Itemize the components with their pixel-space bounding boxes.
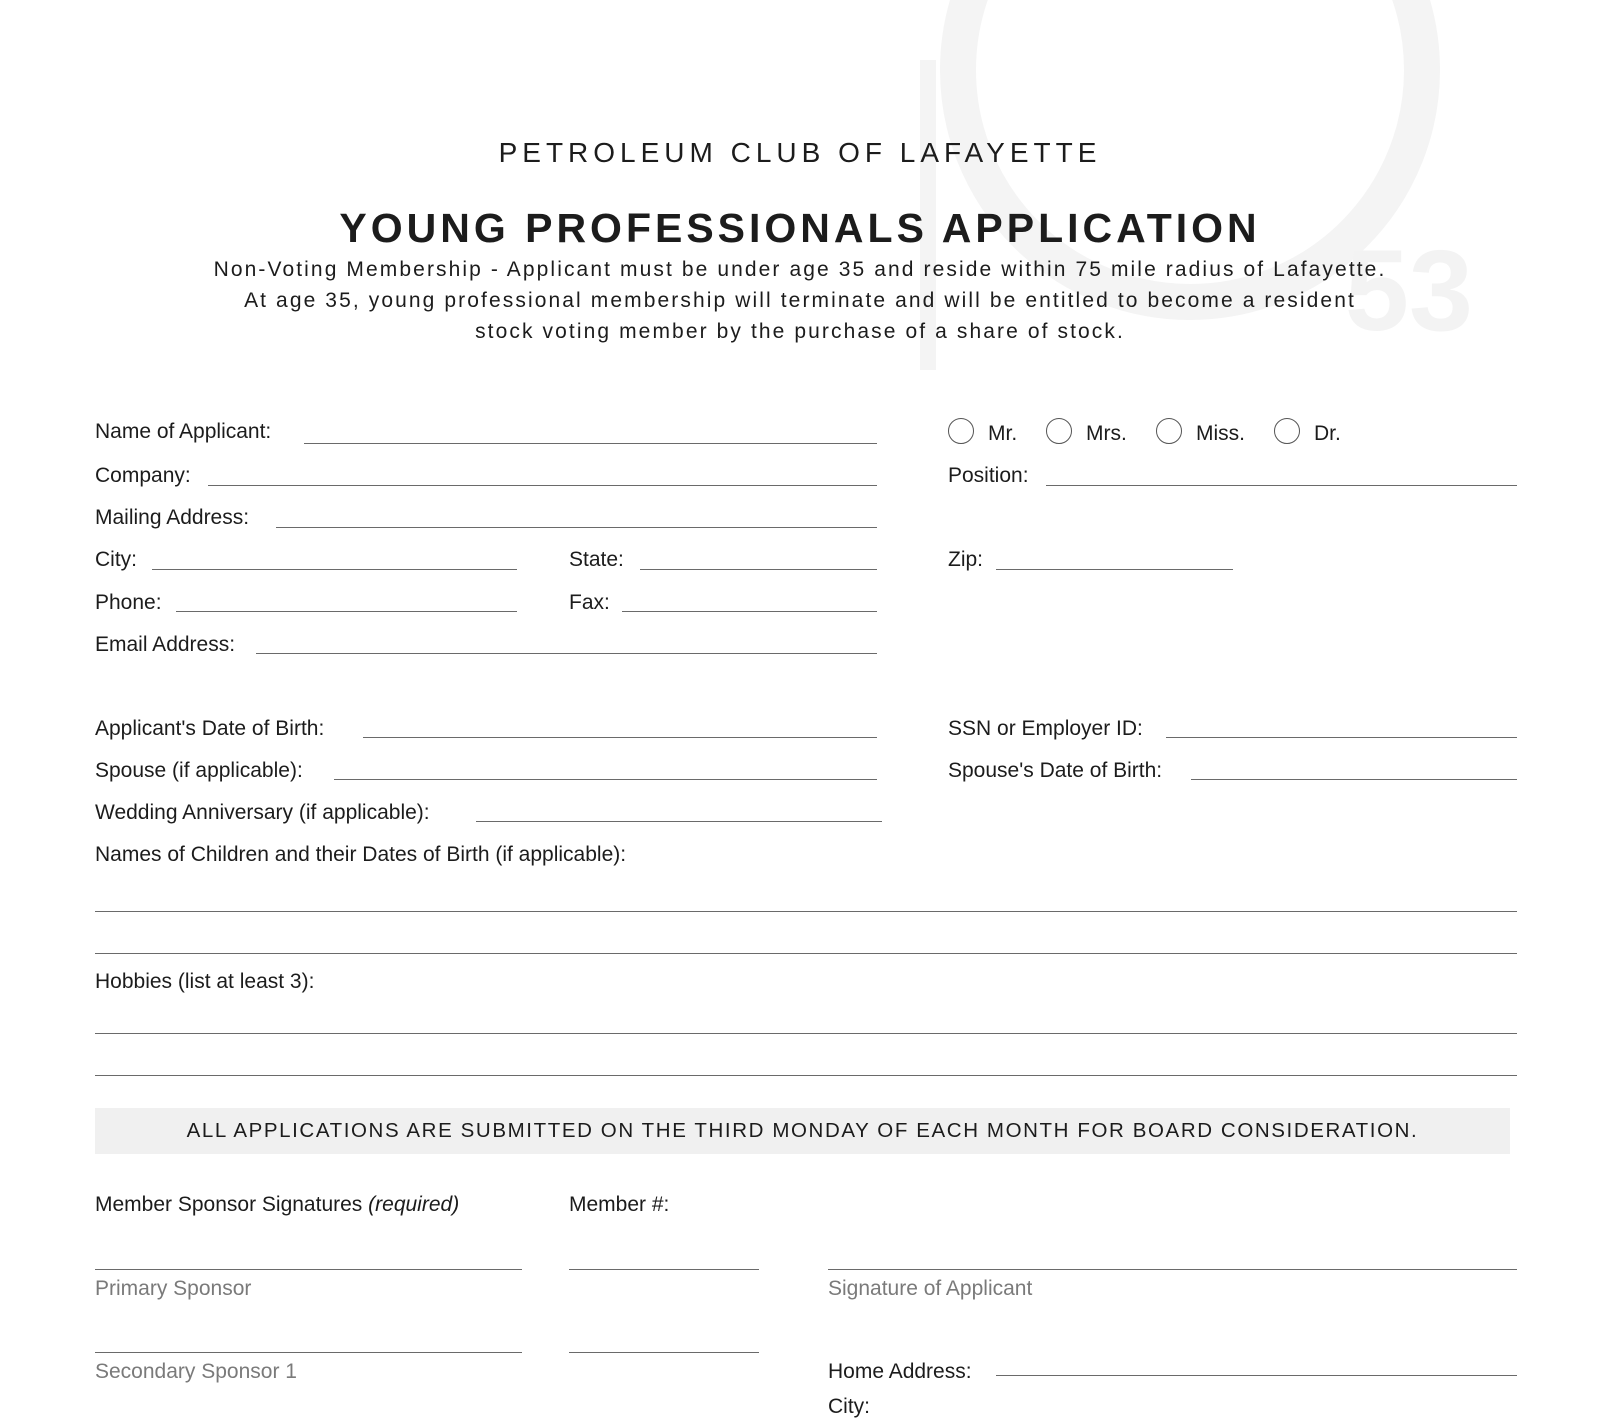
- state-field[interactable]: [640, 569, 877, 570]
- spouse-dob-field[interactable]: [1191, 779, 1517, 780]
- children-field-line-1[interactable]: [95, 911, 1517, 912]
- home-city-label: City:: [828, 1395, 870, 1418]
- secondary-sponsor-member-number-field[interactable]: [569, 1352, 759, 1353]
- primary-sponsor-label: Primary Sponsor: [95, 1277, 252, 1300]
- sponsor-heading-text: Member Sponsor Signatures: [95, 1193, 363, 1216]
- city-field[interactable]: [152, 569, 517, 570]
- title-label-mr: Mr.: [988, 422, 1018, 445]
- zip-field[interactable]: [996, 569, 1233, 570]
- applicant-signature-label: Signature of Applicant: [828, 1277, 1033, 1300]
- name-label: Name of Applicant:: [95, 420, 272, 443]
- state-label: State:: [569, 548, 624, 571]
- dob-field[interactable]: [363, 737, 877, 738]
- title-radio-mrs[interactable]: [1046, 418, 1072, 444]
- mailing-address-field[interactable]: [276, 527, 877, 528]
- member-number-label: Member #:: [569, 1193, 670, 1216]
- membership-description: [0, 254, 1600, 347]
- email-field[interactable]: [256, 653, 877, 654]
- company-field[interactable]: [208, 485, 877, 486]
- secondary-sponsor-signature-field[interactable]: [95, 1352, 522, 1353]
- home-address-label: Home Address:: [828, 1360, 972, 1383]
- description-line-2: At age 35, young professional membership will terminate and will be entitled to become a resident: [244, 289, 1356, 312]
- sponsor-required-note: (required): [368, 1193, 460, 1216]
- fax-field[interactable]: [622, 611, 877, 612]
- title-label-miss: Miss.: [1196, 422, 1245, 445]
- position-field[interactable]: [1046, 485, 1517, 486]
- phone-field[interactable]: [176, 611, 517, 612]
- primary-sponsor-signature-field[interactable]: [95, 1269, 522, 1270]
- spouse-field[interactable]: [334, 779, 877, 780]
- city-label: City:: [95, 548, 137, 571]
- description-line-1: Non-Voting Membership - Applicant must be under age 35 and reside within 75 mile radius of Lafayette.: [213, 258, 1387, 281]
- title-radio-dr[interactable]: [1274, 418, 1300, 444]
- ssn-label: SSN or Employer ID:: [948, 717, 1143, 740]
- title-label-dr: Dr.: [1314, 422, 1341, 445]
- sponsor-heading: [95, 1192, 459, 1218]
- anniversary-label: Wedding Anniversary (if applicable):: [95, 801, 430, 824]
- zip-label: Zip:: [948, 548, 984, 571]
- dob-label: Applicant's Date of Birth:: [95, 717, 325, 740]
- position-label: Position:: [948, 464, 1029, 487]
- company-label: Company:: [95, 464, 191, 487]
- page-title: YOUNG PROFESSIONALS APPLICATION: [339, 205, 1261, 251]
- children-field-line-2[interactable]: [95, 953, 1517, 954]
- children-label: Names of Children and their Dates of Birth (if applicable):: [95, 843, 627, 866]
- email-label: Email Address:: [95, 633, 236, 656]
- primary-sponsor-member-number-field[interactable]: [569, 1269, 759, 1270]
- phone-label: Phone:: [95, 591, 162, 614]
- title-radio-miss[interactable]: [1156, 418, 1182, 444]
- description-line-3: stock voting member by the purchase of a share of stock.: [475, 320, 1125, 343]
- watermark-text: 53: [1345, 227, 1473, 355]
- title-radio-mr[interactable]: [948, 418, 974, 444]
- fax-label: Fax:: [569, 591, 610, 614]
- mailing-address-label: Mailing Address:: [95, 506, 250, 529]
- hobbies-label: Hobbies (list at least 3):: [95, 970, 315, 993]
- submission-notice: ALL APPLICATIONS ARE SUBMITTED ON THE THIRD MONDAY OF EACH MONTH FOR BOARD CONSIDERATION.: [95, 1108, 1510, 1154]
- title-label-mrs: Mrs.: [1086, 422, 1127, 445]
- name-field[interactable]: [304, 443, 877, 444]
- club-name: PETROLEUM CLUB OF LAFAYETTE: [498, 137, 1102, 168]
- spouse-dob-label: Spouse's Date of Birth:: [948, 759, 1163, 782]
- secondary-sponsor-label: Secondary Sponsor 1: [95, 1360, 297, 1383]
- spouse-label: Spouse (if applicable):: [95, 759, 303, 782]
- hobbies-field-line-1[interactable]: [95, 1033, 1517, 1034]
- hobbies-field-line-2[interactable]: [95, 1075, 1517, 1076]
- ssn-field[interactable]: [1166, 737, 1517, 738]
- anniversary-field[interactable]: [476, 821, 882, 822]
- applicant-signature-field[interactable]: [828, 1269, 1517, 1270]
- home-address-field[interactable]: [996, 1375, 1517, 1376]
